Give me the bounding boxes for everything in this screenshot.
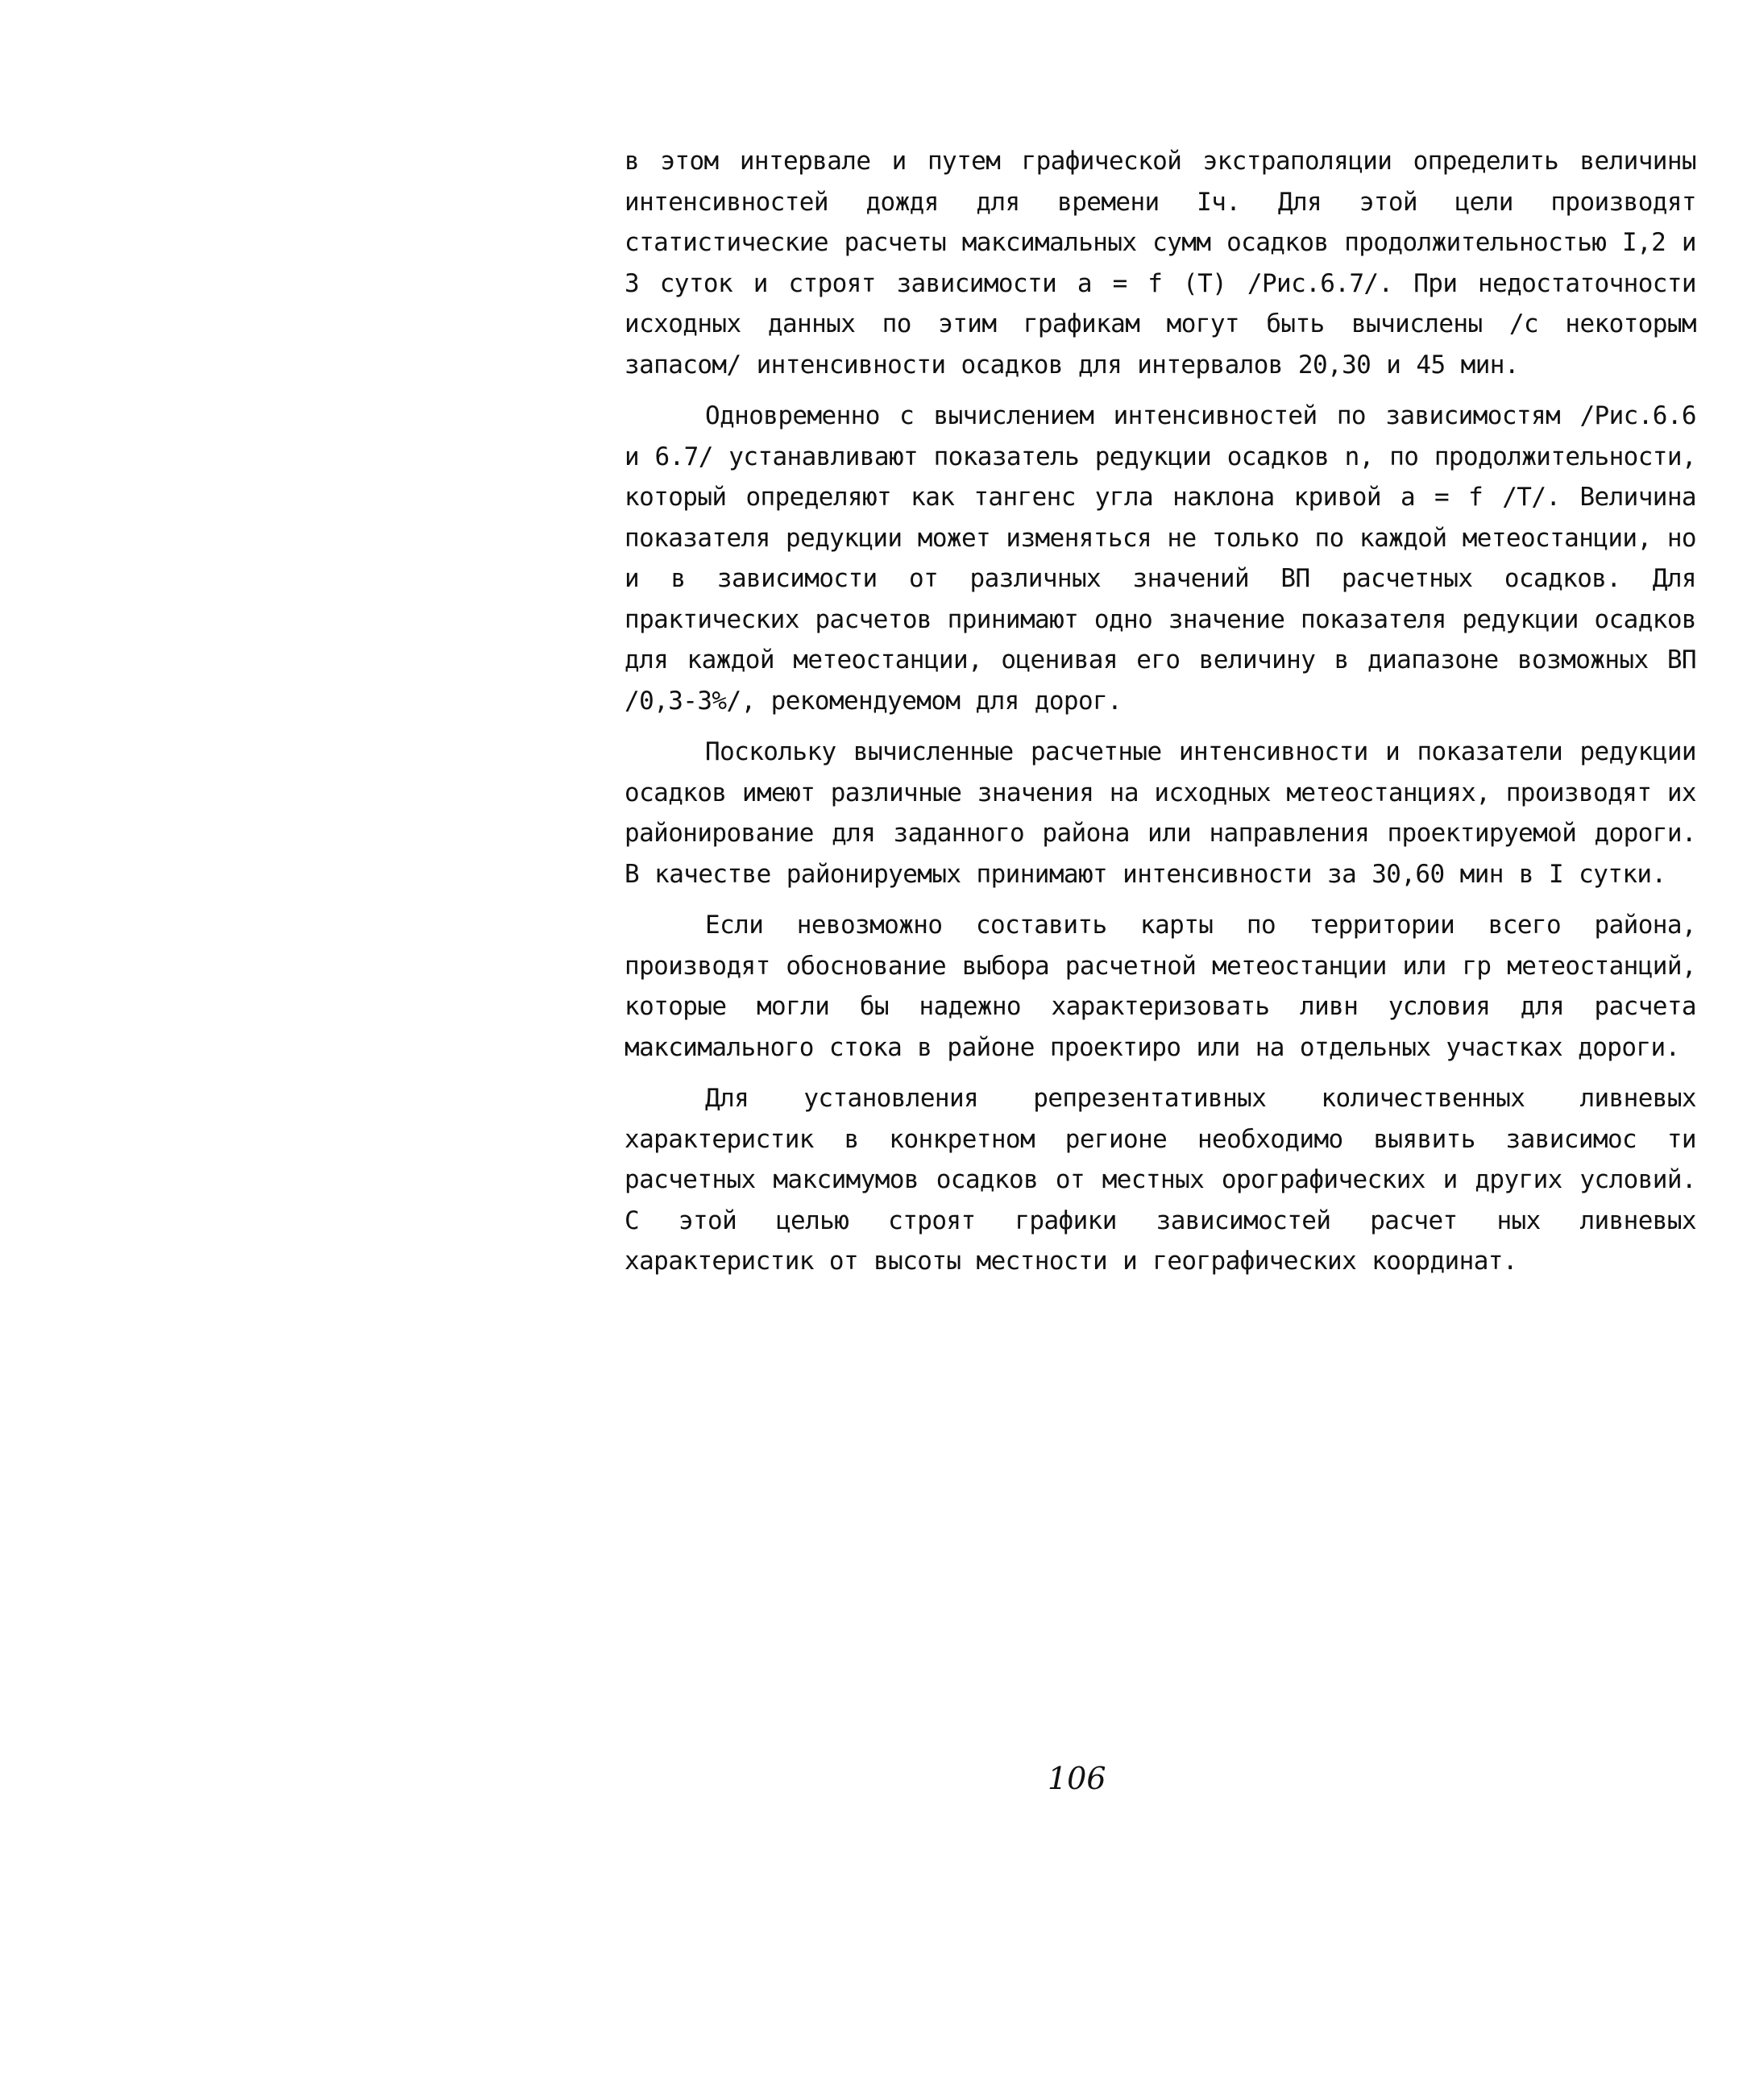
page-number: 106 xyxy=(1048,1761,1106,1796)
paragraph-continuation: в этом интервале и путем графической экстраполяции определить величины интенсивностей дождя для времени Iч. Для этой цели производят статистические расчеты максимальных сумм осадков продолжительностью I,2 и 3 суток и строят зависимости a = f (T) /Рис.6.7/. При недостаточности исходных данных по этим графикам могут быть вычислены /с некоторым запасом/ интенсивности осадков для интервалов 20,30 и 45 мин. xyxy=(625,147,1696,380)
body-text xyxy=(625,141,1696,1282)
paragraph-regional-characteristics: Для установления репрезентативных количественных ливневых характеристик в конкретном регионе необходимо выявить зависимос ти расчетных максимумов осадков от местных орографических и других условий. С этой целью строят графики зависимостей расчет ных ливневых характеристик от высоты местности и географических координат. xyxy=(625,1084,1696,1276)
paragraph-zoning: Поскольку вычисленные расчетные интенсивности и показатели редукции осадков имеют различные значения на исходных метеостанциях, производят их районирование для заданного района или направления проектируемой дороги. В качестве районируемых принимают интенсивности за 30,60 мин в I сутки. xyxy=(625,737,1696,889)
paragraph-reduction-index: Одновременно с вычислением интенсивностей по зависимостям /Рис.6.6 и 6.7/ устанавливают показатель редукции осадков n, по продолжительности, который определяют как тангенс угла наклона кривой a = f /T/. Величина показателя редукции может изменяться не только по каждой метеостанции, но и в зависимости от различных значений ВП расчетных осадков. Для практических расчетов принимают одно значение показателя редукции осадков для каждой метеостанции, оценивая его величину в диапазоне возможных ВП /0,3-3%/, рекомендуемом для дорог. xyxy=(625,401,1696,716)
paragraph-station-selection: Если невозможно составить карты по территории всего района, производят обоснование выбора расчетной метеостанции или гр метеостанций, которые могли бы надежно характеризовать ливн условия для расчета максимального стока в районе проектиро или на отдельных участках дороги. xyxy=(625,911,1696,1062)
